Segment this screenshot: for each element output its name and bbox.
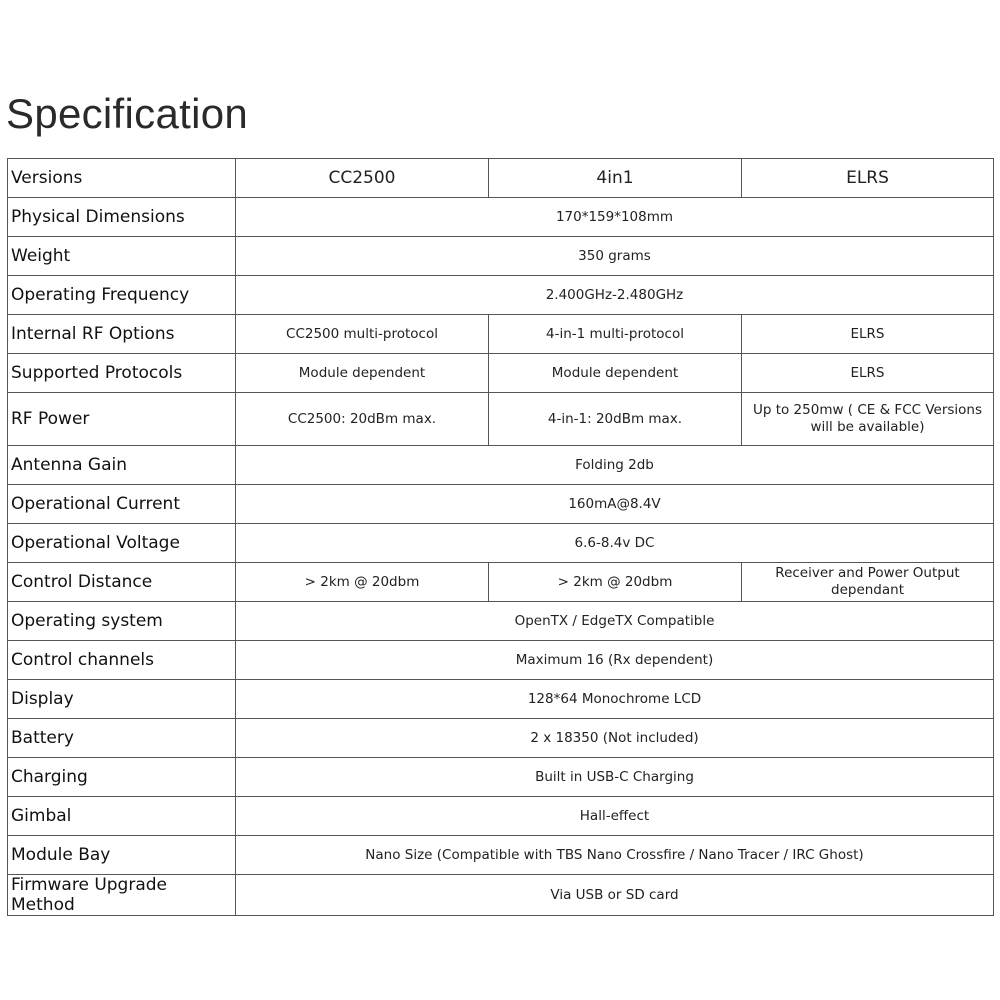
- table-row: [8, 641, 994, 680]
- row-value: 6.6-8.4v DC: [236, 524, 994, 563]
- row-value: ELRS: [742, 354, 994, 393]
- spec-table: [7, 158, 994, 916]
- table-row: [8, 836, 994, 875]
- row-label: Versions: [8, 159, 236, 198]
- row-value: Nano Size (Compatible with TBS Nano Crossfire / Nano Tracer / IRC Ghost): [236, 836, 994, 875]
- row-value: Receiver and Power Output dependant: [742, 563, 994, 602]
- row-label: Battery: [8, 719, 236, 758]
- table-row: [8, 354, 994, 393]
- row-value: 2.400GHz-2.480GHz: [236, 276, 994, 315]
- row-label: Operating system: [8, 602, 236, 641]
- row-value: > 2km @ 20dbm: [489, 563, 742, 602]
- row-value: ELRS: [742, 315, 994, 354]
- version-4in1: 4in1: [489, 159, 742, 198]
- table-row: [8, 680, 994, 719]
- table-row: [8, 758, 994, 797]
- table-row: [8, 602, 994, 641]
- table-row: [8, 237, 994, 276]
- row-label: Operational Current: [8, 485, 236, 524]
- row-label: Physical Dimensions: [8, 198, 236, 237]
- row-value: 170*159*108mm: [236, 198, 994, 237]
- row-label: Operational Voltage: [8, 524, 236, 563]
- row-value: CC2500: 20dBm max.: [236, 393, 489, 446]
- row-label: Supported Protocols: [8, 354, 236, 393]
- row-value: 4-in-1 multi-protocol: [489, 315, 742, 354]
- table-row: [8, 198, 994, 237]
- row-label: Weight: [8, 237, 236, 276]
- version-cc2500: CC2500: [236, 159, 489, 198]
- row-label: Charging: [8, 758, 236, 797]
- page-title: Specification: [6, 90, 249, 137]
- row-value: 128*64 Monochrome LCD: [236, 680, 994, 719]
- row-label: Antenna Gain: [8, 446, 236, 485]
- row-label: Display: [8, 680, 236, 719]
- table-header-row: [8, 159, 994, 198]
- row-value: 160mA@8.4V: [236, 485, 994, 524]
- version-elrs: ELRS: [742, 159, 994, 198]
- table-row: [8, 485, 994, 524]
- table-row: [8, 315, 994, 354]
- row-label: Operating Frequency: [8, 276, 236, 315]
- row-value: Module dependent: [489, 354, 742, 393]
- row-value: > 2km @ 20dbm: [236, 563, 489, 602]
- table-row: [8, 524, 994, 563]
- row-label: Gimbal: [8, 797, 236, 836]
- row-value: OpenTX / EdgeTX Compatible: [236, 602, 994, 641]
- row-label: RF Power: [8, 393, 236, 446]
- row-value: Folding 2db: [236, 446, 994, 485]
- row-value: Built in USB-C Charging: [236, 758, 994, 797]
- table-row: [8, 393, 994, 446]
- table-row: [8, 875, 994, 916]
- row-label: Control Distance: [8, 563, 236, 602]
- table-row: [8, 446, 994, 485]
- row-value: Via USB or SD card: [236, 875, 994, 916]
- table-row: [8, 797, 994, 836]
- row-value: Module dependent: [236, 354, 489, 393]
- row-label: Internal RF Options: [8, 315, 236, 354]
- row-value: Up to 250mw ( CE & FCC Versions will be available): [742, 393, 994, 446]
- table-row: [8, 276, 994, 315]
- table-row: [8, 719, 994, 758]
- row-label: Control channels: [8, 641, 236, 680]
- row-value: 4-in-1: 20dBm max.: [489, 393, 742, 446]
- row-value: CC2500 multi-protocol: [236, 315, 489, 354]
- row-value: 2 x 18350 (Not included): [236, 719, 994, 758]
- row-label: Firmware Upgrade Method: [8, 875, 236, 916]
- row-value: 350 grams: [236, 237, 994, 276]
- table-row: [8, 563, 994, 602]
- row-value: Hall-effect: [236, 797, 994, 836]
- row-label: Module Bay: [8, 836, 236, 875]
- row-value: Maximum 16 (Rx dependent): [236, 641, 994, 680]
